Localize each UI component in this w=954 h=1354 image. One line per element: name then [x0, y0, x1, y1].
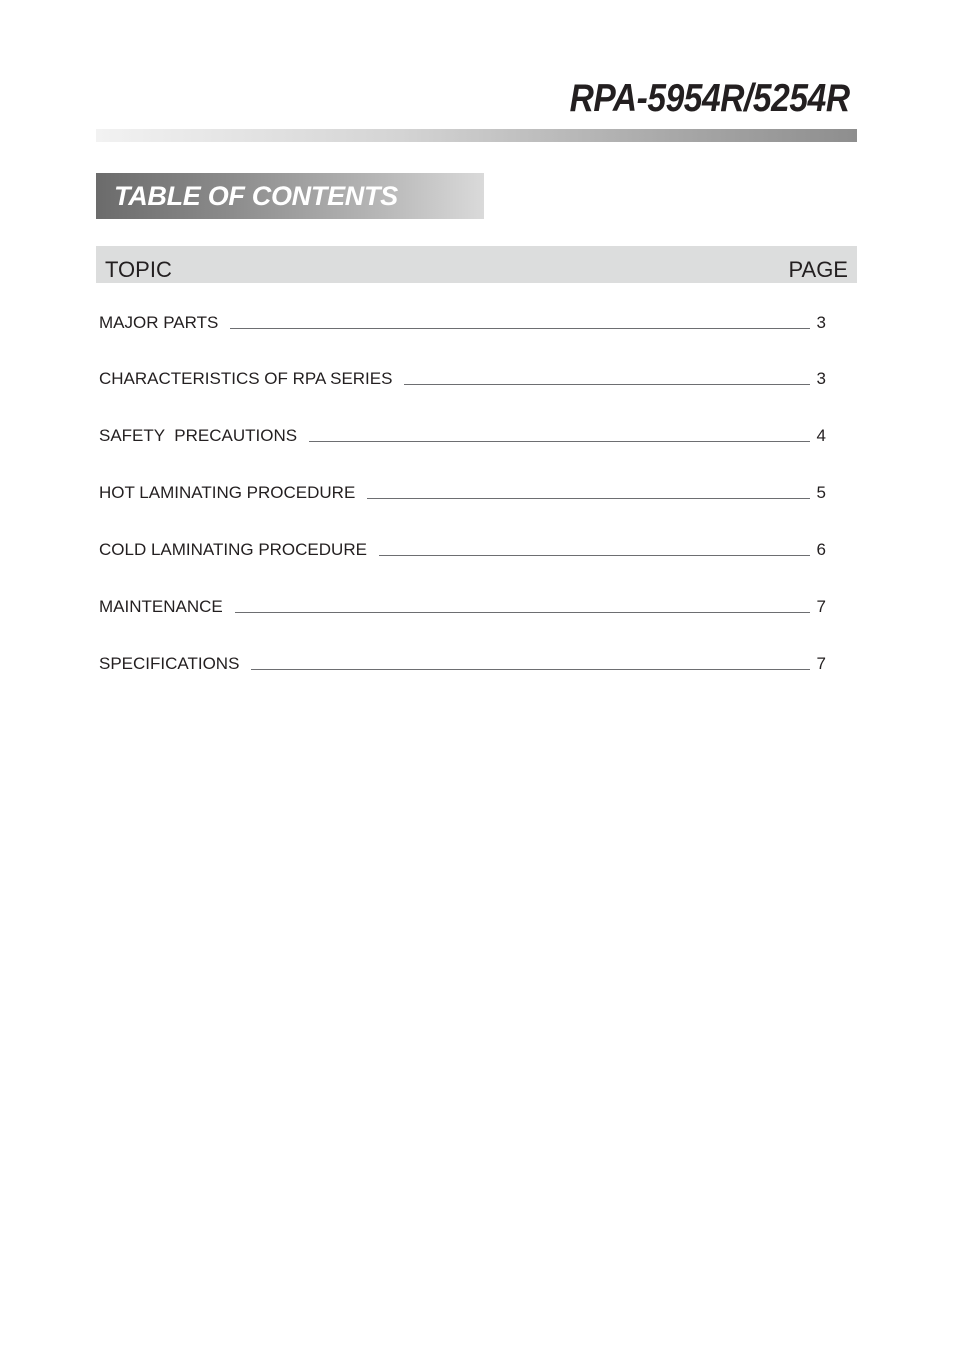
toc-entry-specifications[interactable] [99, 652, 826, 674]
toc-entry-major-parts[interactable] [99, 311, 826, 333]
column-page-label: PAGE [788, 257, 848, 282]
toc-entry-cold-laminating[interactable] [99, 538, 826, 560]
toc-entry-page: 6 [816, 540, 826, 559]
toc-entry-topic: COLD LAMINATING PROCEDURE [99, 540, 367, 559]
toc-entry-topic: MAJOR PARTS [99, 313, 219, 332]
toc-entry-topic: MAINTENANCE [99, 597, 223, 616]
toc-entry-topic: HOT LAMINATING PROCEDURE [99, 483, 356, 502]
toc-leader-line [367, 497, 810, 499]
toc-leader-line [309, 440, 810, 442]
toc-entry-topic: CHARACTERISTICS OF RPA SERIES [99, 369, 393, 388]
toc-leader-line [251, 668, 810, 670]
toc-entry-hot-laminating[interactable] [99, 481, 826, 503]
column-topic-label: TOPIC [105, 257, 172, 282]
toc-entry-topic: SAFETY PRECAUTIONS [99, 426, 298, 445]
toc-column-header [96, 246, 857, 283]
toc-entry-page: 5 [816, 483, 826, 502]
toc-entry-topic: SPECIFICATIONS [99, 654, 240, 673]
toc-heading: TABLE OF CONTENTS [114, 181, 398, 211]
toc-leader-line [379, 554, 810, 556]
toc-entry-characteristics[interactable] [99, 367, 826, 389]
toc-banner [96, 173, 484, 219]
toc-entry-page: 7 [816, 654, 826, 673]
header-gradient-bar [96, 129, 857, 142]
model-title: RPA-5954R/5254R [569, 77, 850, 120]
toc-entry-page: 4 [816, 426, 826, 445]
toc-entry-page: 7 [816, 597, 826, 616]
toc-entry-safety-precautions[interactable] [99, 424, 826, 446]
toc-leader-line [404, 383, 810, 385]
toc-entry-maintenance[interactable] [99, 595, 826, 617]
toc-leader-line [230, 327, 810, 329]
toc-leader-line [235, 611, 810, 613]
toc-entry-page: 3 [816, 313, 826, 332]
toc-entry-page: 3 [816, 369, 826, 388]
